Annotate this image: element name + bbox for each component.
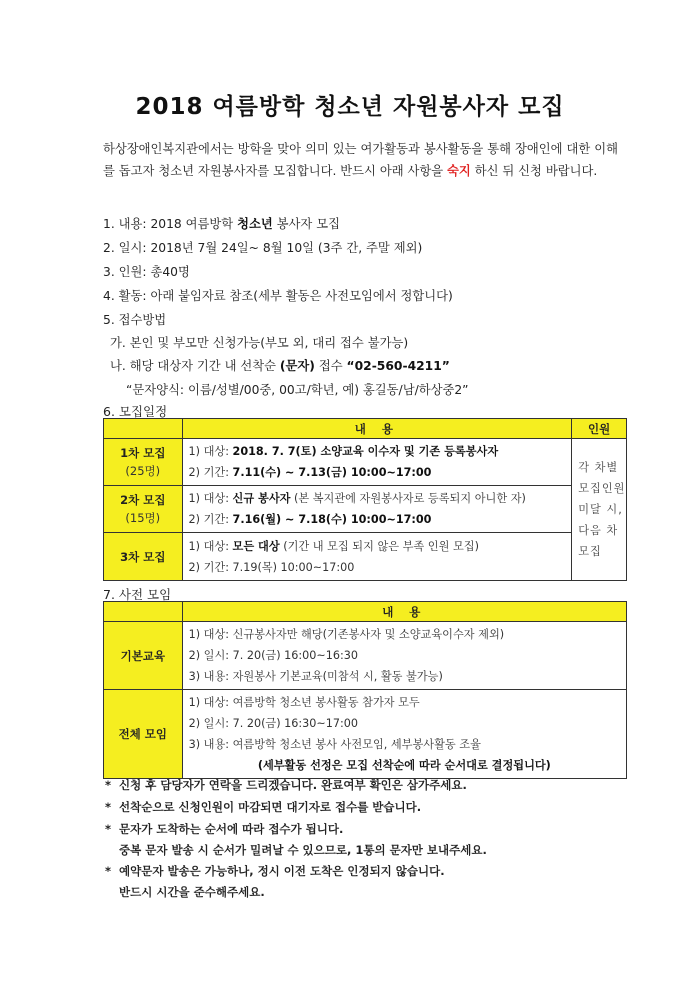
period-label: 2) 기간: bbox=[188, 466, 233, 479]
round-3-period bbox=[189, 557, 566, 578]
round-2-content bbox=[182, 486, 572, 533]
period-bold: 7.11(수) ~ 7.13(금) 10:00~17:00 bbox=[232, 466, 432, 479]
note-4-cont bbox=[105, 884, 265, 900]
bullet-star: * bbox=[105, 800, 112, 814]
round-1-count: (25명) bbox=[125, 464, 161, 478]
basic-education-label: 기본교육 bbox=[104, 622, 183, 690]
item-5a: 가. 본인 및 부모만 신청가능(부모 외, 대리 접수 불가능) bbox=[110, 336, 409, 350]
note-text: 문자가 도착하는 순서에 따라 접수가 됩니다. bbox=[119, 822, 344, 836]
people-note-line: 미달 시, bbox=[578, 503, 623, 516]
item-5b-mid: 접수 bbox=[314, 359, 347, 373]
content-line: 1) 대상: 신규봉사자만 해당(기존봉사자 및 소양교육이수자 제외) bbox=[188, 628, 505, 641]
content-line: 1) 대상: 여름방학 청소년 봉사활동 참가자 모두 bbox=[188, 696, 420, 709]
item-5b-sms: (문자) bbox=[279, 359, 315, 373]
people-note-line: 각 차별 bbox=[578, 461, 619, 474]
intro-paragraph bbox=[103, 138, 618, 182]
basic-education-content bbox=[182, 622, 626, 690]
intro-text: 하상장애인복지관에서는 방학을 맞아 의미 있는 여가활동과 봉사활동을 통해 장애인에 대한 이해를 돕고자 청소년 자원봉사자를 모집합니다. 반드시 아래 사항을 bbox=[103, 142, 618, 178]
full-meeting-content bbox=[182, 690, 626, 779]
content-line: 3) 내용: 자원봉사 기본교육(미참석 시, 활동 불가능) bbox=[188, 670, 443, 683]
round-3-label bbox=[104, 533, 183, 581]
people-note-line: 모집 bbox=[578, 545, 602, 558]
round-2-label bbox=[104, 486, 183, 533]
target-bold: 2018. 7. 7(토) 소양교육 이수자 및 기존 등록봉사자 bbox=[232, 445, 499, 458]
period-label: 2) 기간: bbox=[188, 560, 233, 574]
item-3: 3. 인원: 총40명 bbox=[103, 265, 190, 279]
selection-note: (세부활동 선정은 모집 선착순에 따라 순서대로 결정됩니다) bbox=[257, 759, 551, 772]
pre-meeting-section-title: 7. 사전 모임 bbox=[103, 587, 172, 602]
period-bold: 7.16(월) ~ 7.18(수) 10:00~17:00 bbox=[232, 513, 432, 526]
page-title: 2018 여름방학 청소년 자원봉사자 모집 bbox=[135, 94, 565, 120]
round-3-content bbox=[182, 533, 572, 581]
people-note-line: 다음 차 bbox=[578, 524, 619, 537]
intro-text-end: 하신 뒤 신청 바랍니다. bbox=[470, 164, 598, 178]
schedule-table bbox=[103, 418, 627, 581]
note-3 bbox=[105, 821, 343, 837]
item-5b bbox=[110, 356, 450, 374]
header-content: 내 용 bbox=[182, 602, 626, 622]
note-3-cont bbox=[105, 842, 487, 858]
round-1-period bbox=[189, 462, 566, 483]
item-1-suffix: 봉사자 모집 bbox=[272, 217, 340, 231]
round-1-label bbox=[104, 439, 183, 486]
note-1 bbox=[105, 777, 467, 793]
item-1-text: 1. 내용: 2018 여름방학 bbox=[103, 217, 238, 231]
content-line: 2) 일시: 7. 20(금) 16:30~17:00 bbox=[188, 717, 359, 730]
target-label: 1) 대상: bbox=[188, 492, 233, 505]
item-1-bold: 청소년 bbox=[237, 217, 273, 231]
note-text: 반드시 시간을 준수해주세요. bbox=[119, 885, 265, 899]
note-4 bbox=[105, 863, 445, 879]
pre-meeting-table bbox=[103, 601, 627, 779]
note-text: 선착순으로 신청인원이 마감되면 대기자로 접수를 받습니다. bbox=[119, 800, 422, 814]
target-bold: 모든 대상 bbox=[232, 539, 280, 553]
item-5: 5. 접수방법 bbox=[103, 313, 167, 327]
people-note bbox=[572, 439, 627, 581]
period-label: 2) 기간: bbox=[188, 513, 233, 526]
target-label: 1) 대상: bbox=[188, 539, 233, 553]
schedule-section-title: 6. 모집일정 bbox=[103, 404, 168, 419]
note-text: 신청 후 담당자가 연락을 드리겠습니다. 완료여부 확인은 삼가주세요. bbox=[119, 778, 467, 792]
item-2: 2. 일시: 2018년 7월 24일~ 8월 10일 (3주 간, 주말 제외) bbox=[103, 241, 423, 255]
full-meeting-label: 전체 모임 bbox=[104, 690, 183, 779]
item-4: 4. 활동: 아래 붙임자료 참조(세부 활동은 사전모임에서 정합니다) bbox=[103, 289, 453, 303]
item-5b-text: 나. 해당 대상자 기간 내 선착순 bbox=[110, 359, 280, 373]
round-1-target bbox=[189, 441, 566, 462]
item-1 bbox=[103, 214, 340, 232]
round-2-title: 2차 모집 bbox=[120, 493, 166, 507]
bullet-star: * bbox=[105, 822, 112, 836]
target-label: 1) 대상: bbox=[188, 445, 233, 458]
round-1-content bbox=[182, 439, 572, 486]
people-note-line: 모집인원 bbox=[578, 482, 626, 495]
round-1-title: 1차 모집 bbox=[120, 446, 166, 460]
period-value: 7.19(목) 10:00~17:00 bbox=[232, 560, 355, 574]
header-people: 인원 bbox=[572, 419, 627, 439]
header-empty-cell bbox=[104, 419, 183, 439]
target-rest: (기간 내 모집 되지 않은 부족 인원 모집) bbox=[279, 539, 479, 553]
phone-number: “02-560-4211” bbox=[346, 359, 450, 373]
content-line: 2) 일시: 7. 20(금) 16:00~16:30 bbox=[188, 649, 359, 662]
note-text: 예약문자 발송은 가능하나, 정시 이전 도착은 인정되지 않습니다. bbox=[119, 864, 445, 878]
bullet-star: * bbox=[105, 864, 112, 878]
header-empty-cell bbox=[104, 602, 183, 622]
header-content: 내 용 bbox=[182, 419, 572, 439]
item-5c-sms-format: “문자양식: 이름/성별/00중, 00고/학년, 예) 홍길동/남/하상중2” bbox=[126, 383, 469, 397]
round-2-count: (15명) bbox=[125, 511, 161, 525]
intro-highlight: 숙지 bbox=[447, 164, 471, 178]
target-rest: (본 복지관에 자원봉사자로 등록되지 아니한 자) bbox=[290, 492, 526, 505]
note-2 bbox=[105, 799, 421, 815]
target-bold: 신규 봉사자 bbox=[232, 492, 291, 505]
bullet-star: * bbox=[105, 778, 112, 792]
round-2-target bbox=[189, 488, 566, 509]
round-2-period bbox=[189, 509, 566, 530]
content-line: 3) 내용: 여름방학 청소년 봉사 사전모임, 세부봉사활동 조율 bbox=[188, 738, 481, 751]
note-text: 중복 문자 발송 시 순서가 밀려날 수 있으므로, 1통의 문자만 보내주세요. bbox=[119, 843, 487, 857]
round-3-title: 3차 모집 bbox=[120, 549, 166, 564]
round-3-target bbox=[189, 536, 566, 557]
